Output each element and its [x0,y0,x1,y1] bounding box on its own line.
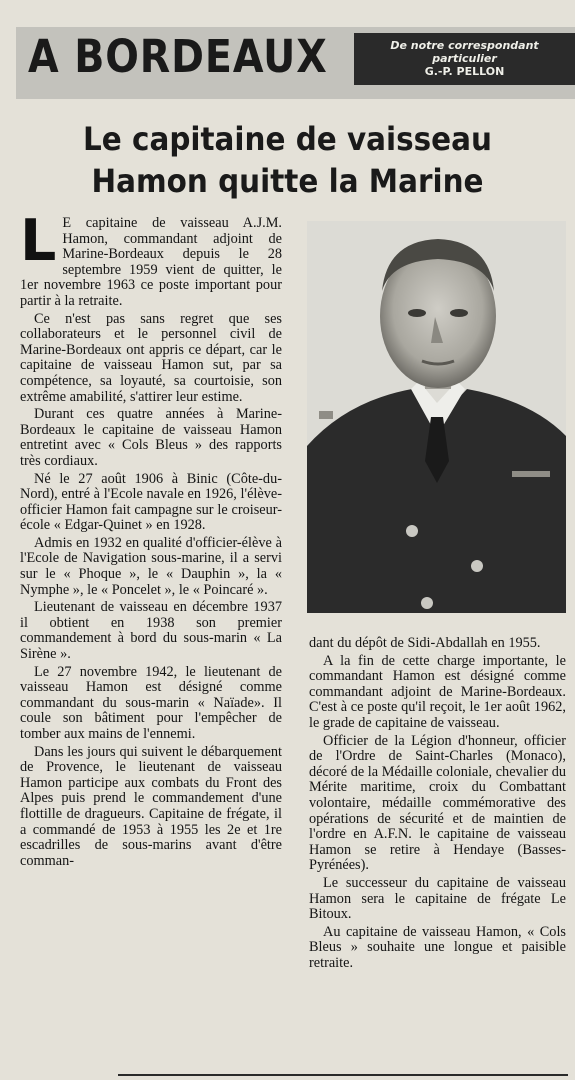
article-paragraph-9: dant du dépôt de Sidi-Abdallah en 1955. [309,635,541,651]
article-paragraph-12: Le successeur du capitaine de vaisseau Hamon sera le capitaine de frégate Le Bitoux. [309,874,566,923]
article-paragraph-3: Durant ces quatre années à Marine-Bordeaux le capitaine de vaisseau Hamon entretint avec « Cols Bleus » des rapports très cordiaux. [20,406,282,469]
drop-cap: L [20,208,57,274]
article-paragraph-6: Lieutenant de vaisseau en décembre 1937 il obtient en 1938 son premier commandement à bord du sous-marin « La Sirène ». [20,599,282,663]
correspondent-line-2: particulier [432,52,497,65]
portrait-illustration [307,221,566,613]
article-paragraph-10: A la fin de cette charge importante, le commandant Hamon est désigné comme commandant adjoint de Marine-Bordeaux. C'est à ce poste qu'il reçoit, le 1er août 1962, le grade de capitaine de vaisseau. [309,652,566,731]
correspondent-name: G.-P. PELLON [424,65,505,78]
article-paragraph-5: Admis en 1932 en qualité d'officier-élève à l'Ecole de Navigation sous-marine, il a servi sur le « Phoque », le « Dauphin », la « Nymphe », le « Poncelet », le « Poincaré ». [20,534,282,598]
section-title: A BORDEAUX [28,30,328,83]
bottom-rule [118,1074,568,1076]
correspondent-box [354,33,575,85]
headline-line-2: Hamon quitte la Marine [91,162,484,200]
article-paragraph-1: L E capitaine de vaisseau A.J.M. Hamon, commandant adjoint de Marine-Bordeaux depuis le 28 septembre 1959 vient de quitter, le 1er novembre 1963 ce poste important pour partir à la retraite. [20,208,282,309]
portrait-photo [307,221,566,613]
article-paragraph-2: Ce n'est pas sans regret que ses collaborateurs et le personnel civil de Marine-Bordeaux ont appris ce départ, car le capitaine de vaisseau Hamon sut, par sa compétence, sa loyauté, sa courtoisie, son extrême amabilité, s'attirer leur estime. [20,310,282,405]
headline [0,118,575,202]
correspondent-line-1: De notre correspondant [390,39,539,52]
article-paragraph-7: Le 27 novembre 1942, le lieutenant de vaisseau Hamon est désigné comme commandant du sous-marin « Naïade». Il coule son bâtiment pour l'empêcher de tomber aux mains de l'ennemi. [20,663,282,742]
article-column-right [309,636,566,973]
article-paragraph-11: Officier de la Légion d'honneur, officier de l'Ordre de Saint-Charles (Monaco), décoré de la Médaille coloniale, chevalier du Mérite maritime, croix du Combattant volontaire, médaille commémorative des opérations de sécurité et de maintien de l'ordre en A.F.N. le capitaine de vaisseau Hamon se retire à Hendaye (Basses-Pyrénées). [309,732,566,874]
headline-line-1: Le capitaine de vaisseau [83,120,492,158]
article-paragraph-13: Au capitaine de vaisseau Hamon, « Cols Bleus » souhaite une longue et paisible retraite. [309,923,566,971]
article-paragraph-8: Dans les jours qui suivent le débarquement de Provence, le lieutenant de vaisseau Hamon participe aux combats du Front des Alpes puis prend le commandement d'une flottille de dragueurs. Capitaine de frégate, il a commandé de 1953 à 1955 les 2e et 1re escadrilles de sous-marins avant d'être comman- [20,743,282,869]
article-column-left [20,208,282,871]
article-paragraph-4: Né le 27 août 1906 à Binic (Côte-du-Nord), entré à l'Ecole navale en 1926, l'élève-officier Hamon fait campagne sur le croiseur-école « Edgar-Quinet » en 1928. [20,470,282,534]
